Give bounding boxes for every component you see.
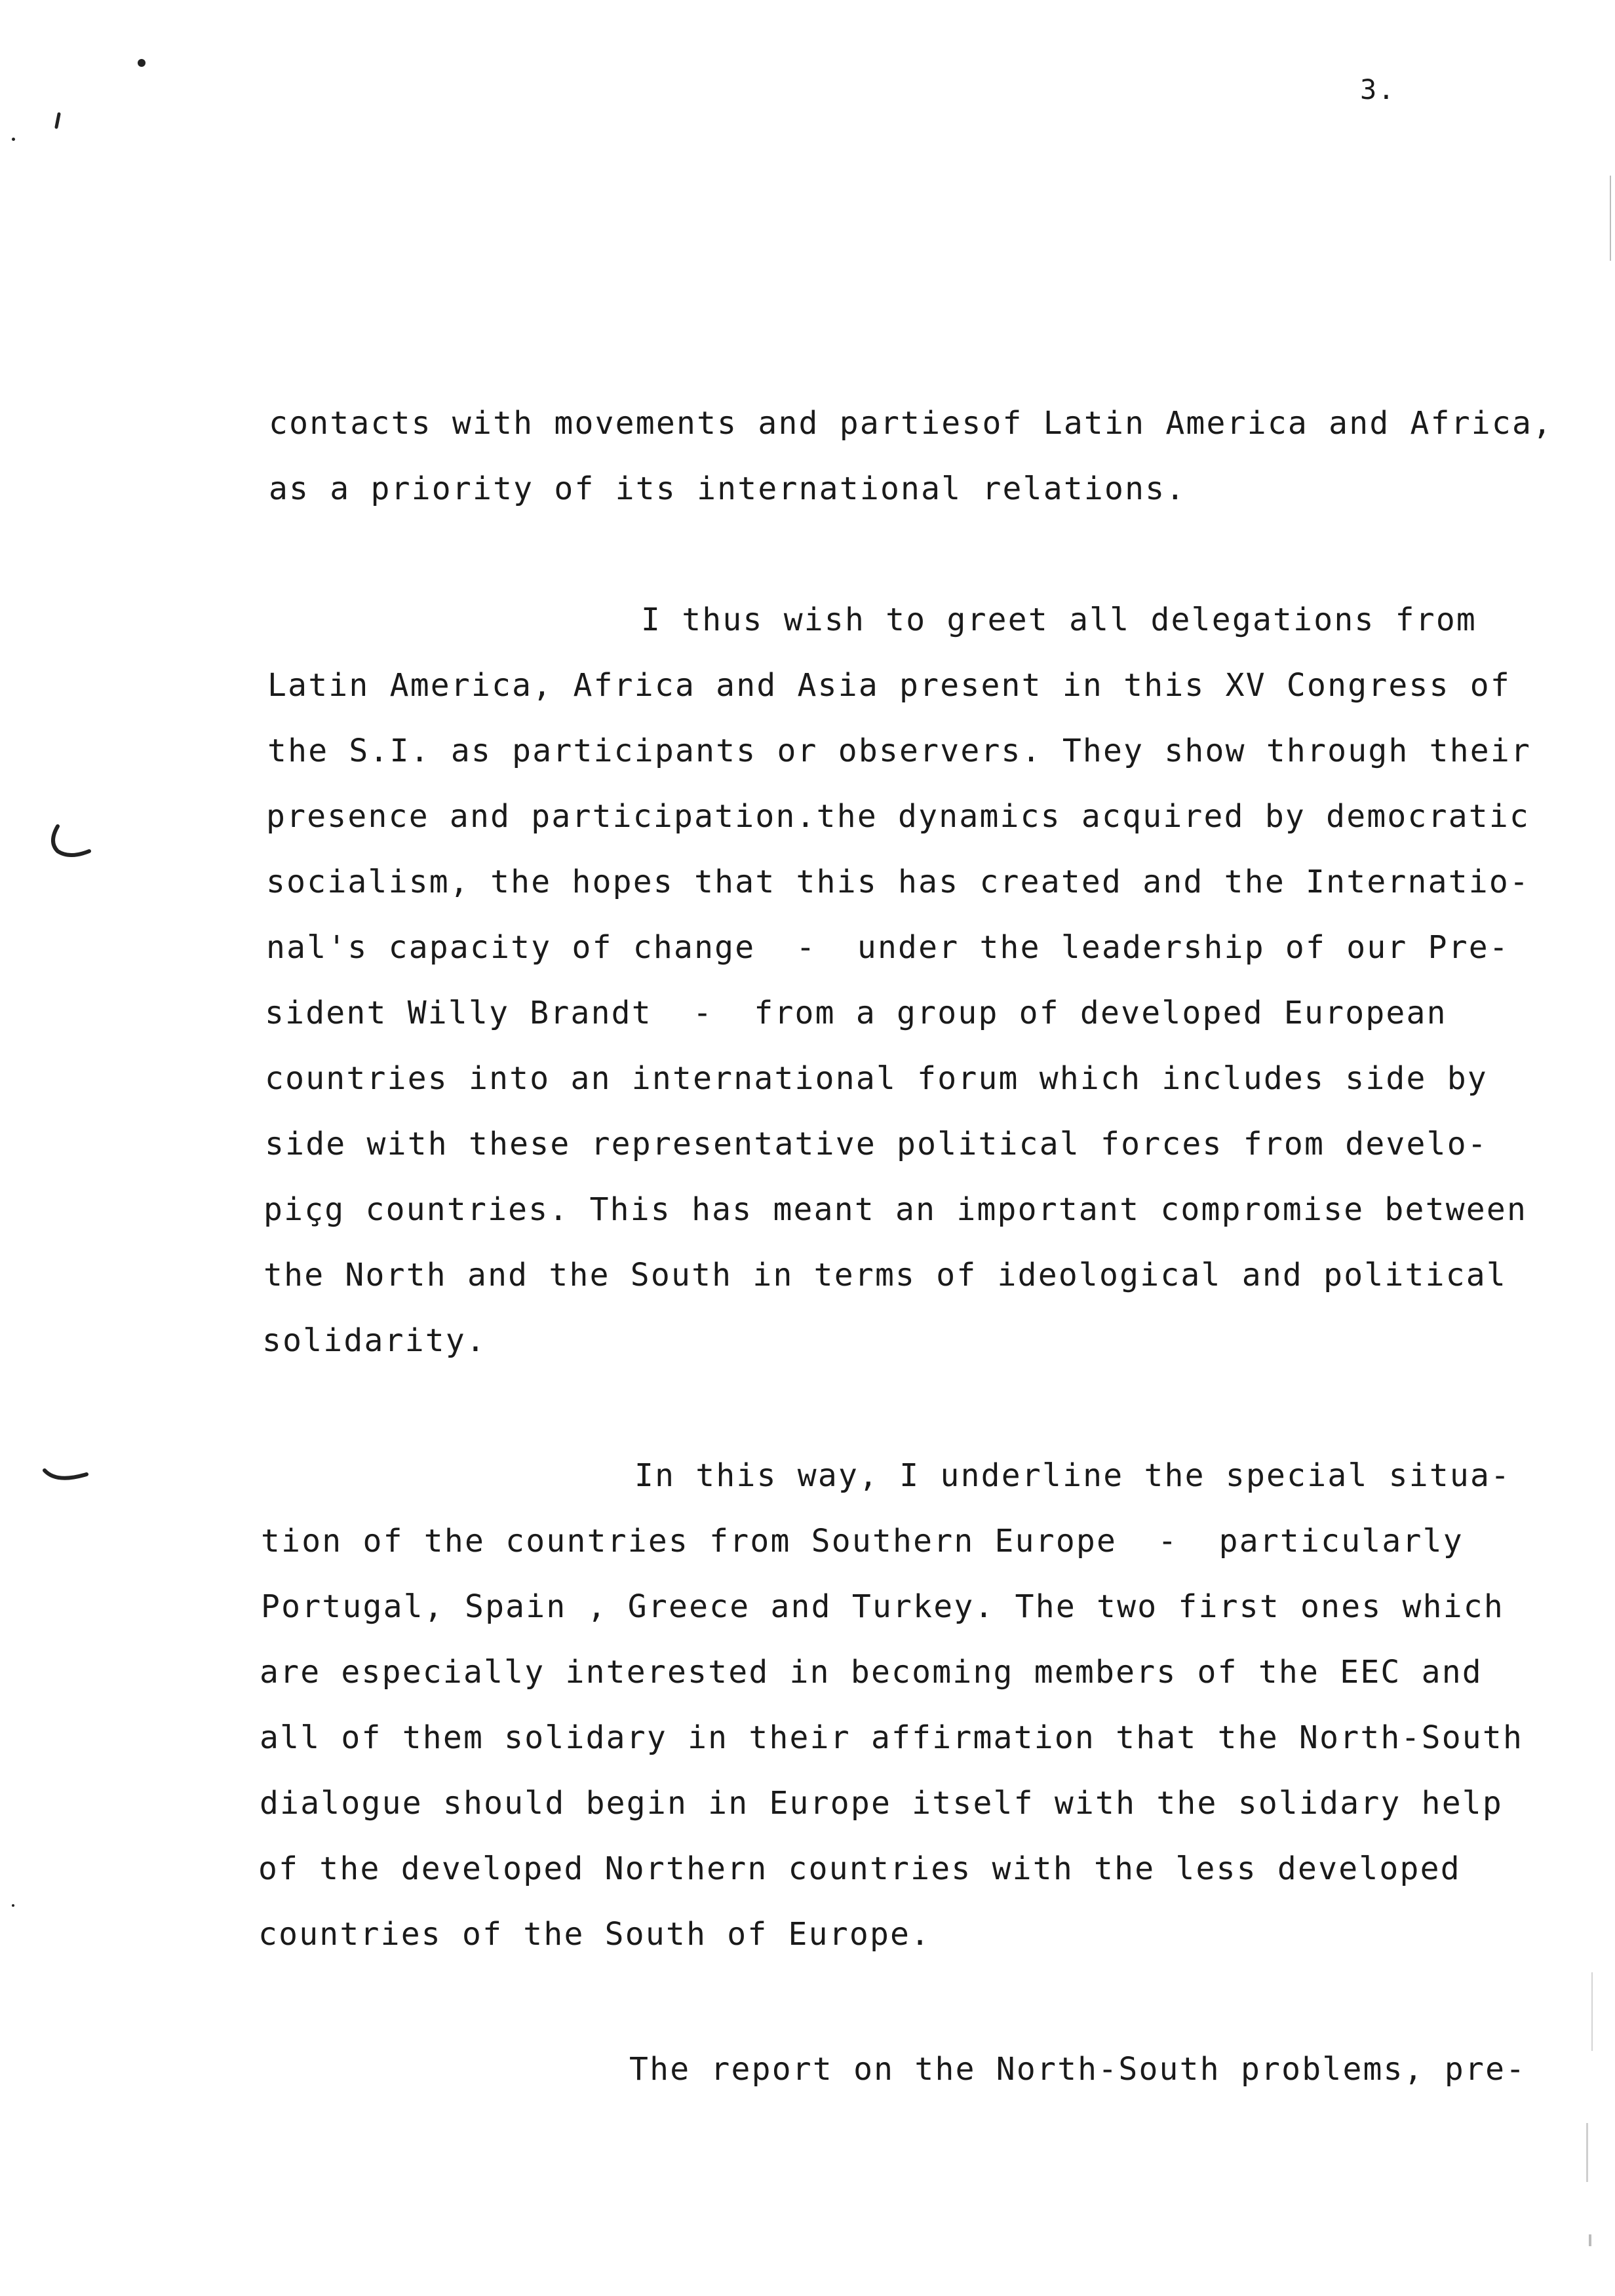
margin-small-dot xyxy=(12,1904,14,1907)
text-line: Portugal, Spain , Greece and Turkey. The two first ones which xyxy=(261,1588,1505,1625)
text-line: I thus wish to greet all delegations from xyxy=(641,602,1477,638)
text-line: all of them solidary in their affirmation that the North-South xyxy=(260,1719,1524,1756)
margin-dot-mark xyxy=(138,59,146,67)
text-line: dialogue should begin in Europe itself with the solidary help xyxy=(260,1785,1504,1822)
scan-edge-line xyxy=(1586,2123,1588,2182)
page-number: 3. xyxy=(1360,73,1396,105)
text-line: presence and participation.the dynamics acquired by democratic xyxy=(266,798,1530,835)
margin-small-dot xyxy=(12,138,15,141)
text-line: piçg countries. This has meant an important compromise between xyxy=(263,1191,1528,1228)
scan-edge-line xyxy=(1591,1972,1593,2051)
text-line: tion of the countries from Southern Europe - particularly xyxy=(261,1523,1464,1559)
text-line: socialism, the hopes that this has created and the Internatio- xyxy=(266,864,1530,900)
text-line: the North and the South in terms of ideological and political xyxy=(263,1257,1508,1293)
text-line: countries into an international forum which includes side by xyxy=(265,1060,1488,1097)
text-line: In this way, I underline the special situa- xyxy=(634,1457,1511,1494)
text-line: side with these representative political forces from develo- xyxy=(265,1126,1488,1162)
text-line: solidarity. xyxy=(262,1322,487,1359)
margin-bracket-mark xyxy=(41,1461,93,1494)
text-line: countries of the South of Europe. xyxy=(258,1916,931,1953)
margin-bracket-mark xyxy=(43,822,96,862)
text-line: The report on the North-South problems, pre- xyxy=(629,2051,1527,2088)
margin-tick-mark xyxy=(51,111,64,131)
text-line: Latin America, Africa and Asia present in this XV Congress of xyxy=(267,667,1511,704)
text-line: as a priority of its international relations. xyxy=(269,470,1186,507)
scan-edge-line xyxy=(1589,2234,1591,2246)
text-line: contacts with movements and partiesof Latin America and Africa, xyxy=(269,405,1553,442)
scan-edge-line xyxy=(1610,176,1611,261)
text-line: are especially interested in becoming members of the EEC and xyxy=(260,1654,1483,1691)
text-line: nal's capacity of change - under the leadership of our Pre- xyxy=(266,929,1510,966)
text-line: of the developed Northern countries with the less developed xyxy=(258,1850,1461,1887)
text-line: sident Willy Brandt - from a group of developed European xyxy=(265,995,1447,1031)
text-line: the S.I. as participants or observers. They show through their xyxy=(267,733,1532,769)
